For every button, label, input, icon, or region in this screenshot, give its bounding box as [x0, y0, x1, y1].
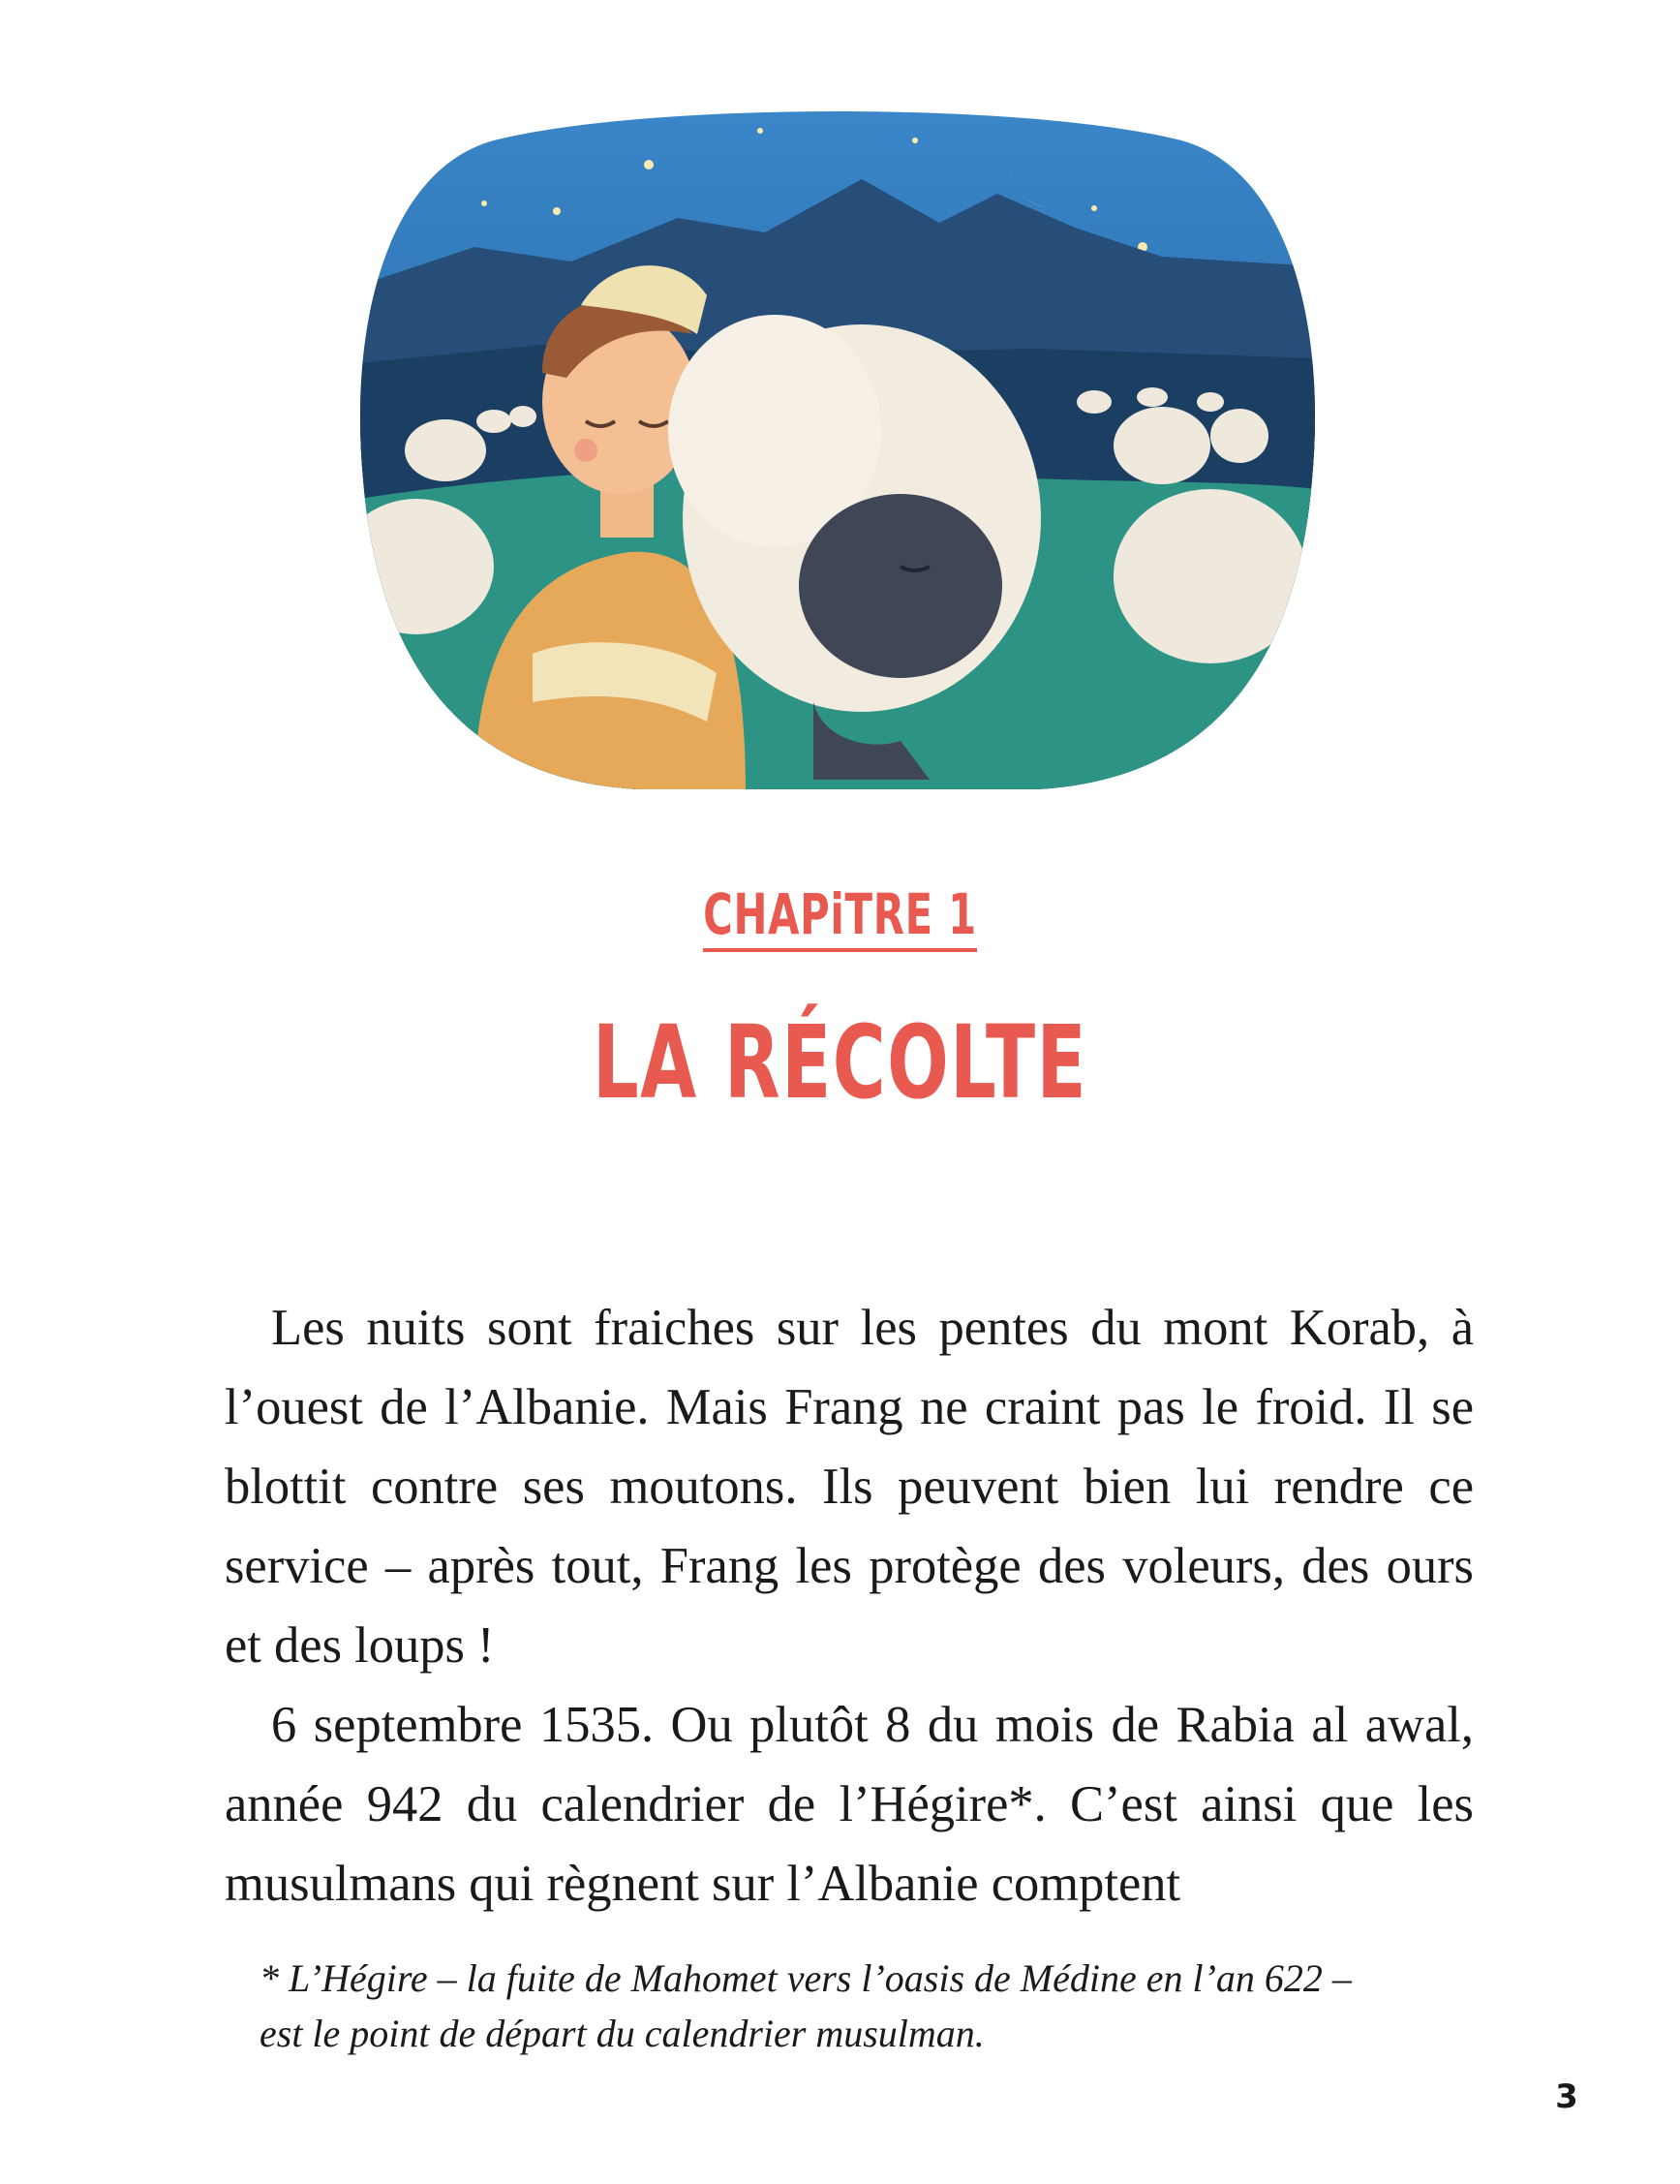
- page-number: 3: [1555, 2077, 1578, 2116]
- chapter-title: LA RÉCOLTE: [592, 1003, 1088, 1122]
- chapter-illustration: [358, 111, 1317, 794]
- paragraph: Les nuits sont fraiches sur les pentes du mont Korab, à l’ouest de l’Albanie. Mais Frang ne craint pas le froid. Il se blottit contre ses moutons. Ils peuvent bien lui rendre ce service – après tout, Frang les protège des voleurs, des ours et des loups !: [225, 1300, 1474, 1674]
- footnote-line: est le point de départ du calendrier musulman.: [260, 2012, 985, 2055]
- paragraph: 6 septembre 1535. Ou plutôt 8 du mois de Rabia al awal, année 942 du calendrier de l’Hégire*. C’est ainsi que les musulmans qui règnent sur l’Albanie comptent: [225, 1697, 1474, 1912]
- chapter-number: CHAPiTRE 1: [235, 881, 1445, 952]
- body-text: [225, 1288, 1474, 1923]
- footnote-line: * L’Hégire – la fuite de Mahomet vers l’oasis de Médine en l’an 622 –: [260, 1956, 1352, 2000]
- footnote: [260, 1951, 1480, 2061]
